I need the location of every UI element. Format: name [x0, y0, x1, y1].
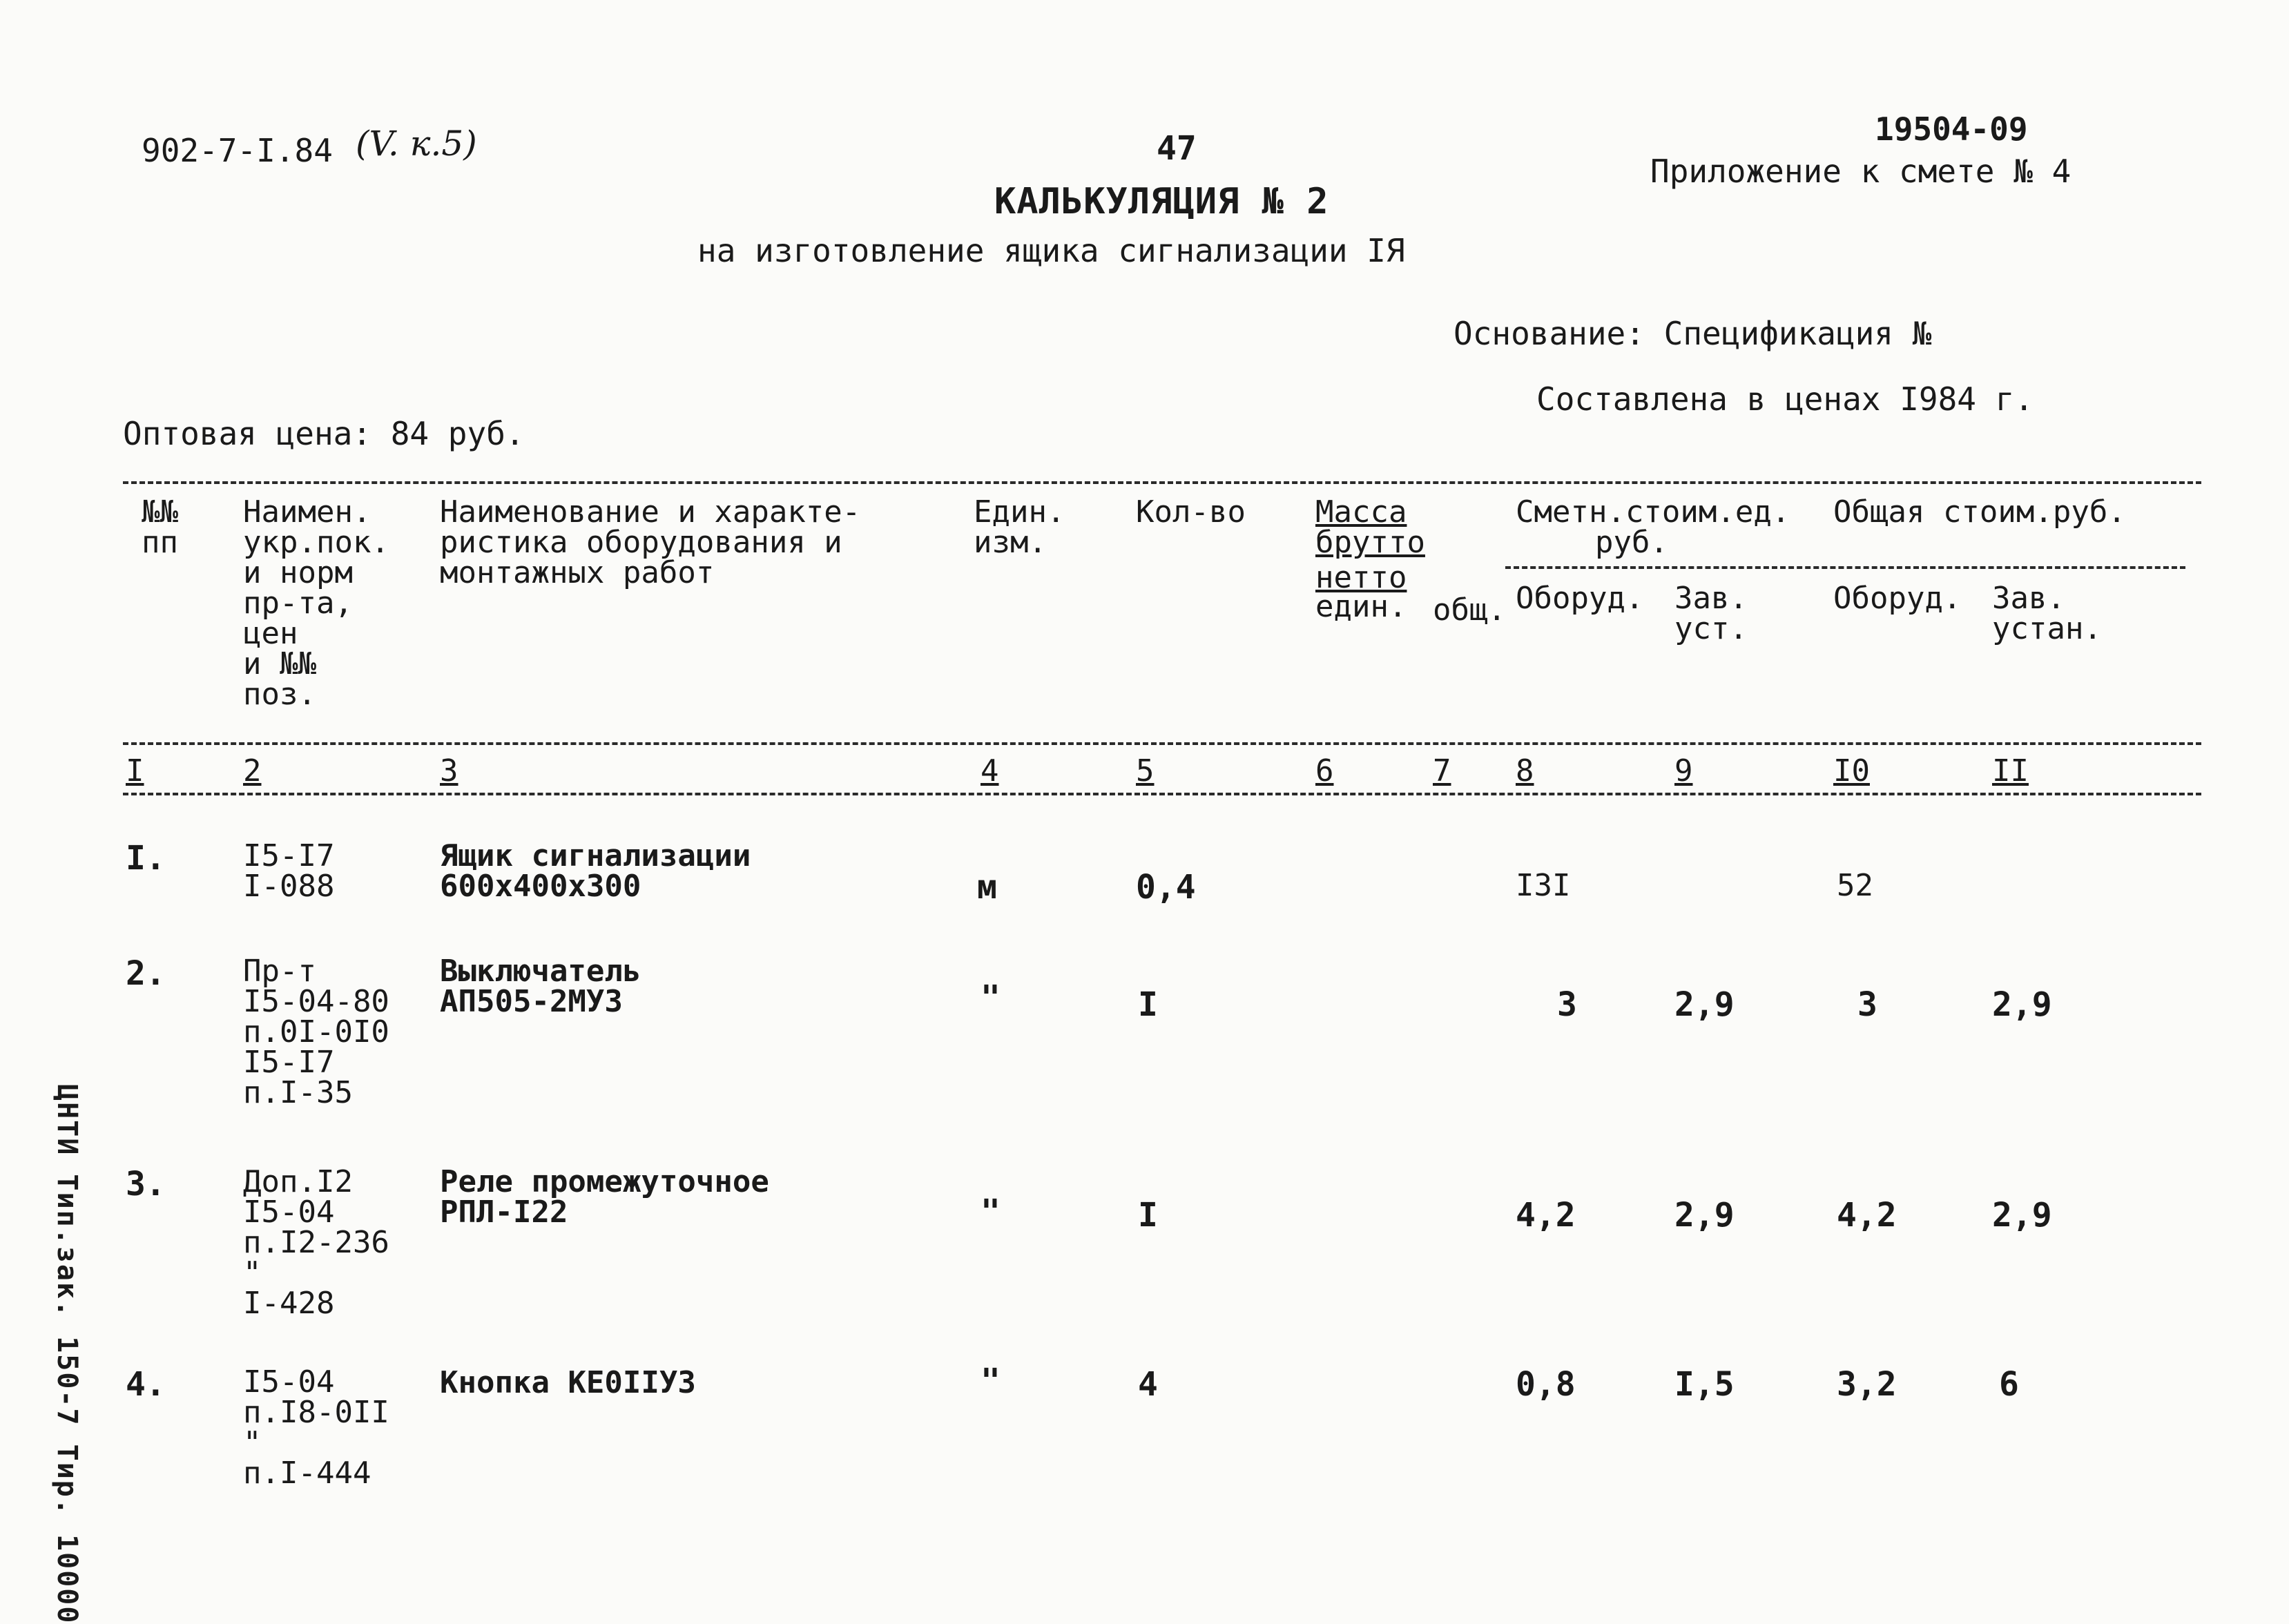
- wholesale-price: Оптовая цена: 84 руб.: [123, 415, 525, 452]
- row-unit: м: [977, 868, 997, 907]
- col-header-unit-cost-rub: руб.: [1595, 525, 1668, 560]
- row-qty: I: [1138, 1196, 1158, 1235]
- page-number: 47: [1157, 129, 1197, 168]
- row-unit-install-cost: 2,9: [1674, 1196, 1735, 1235]
- row-unit-equipment-cost: 4,2: [1516, 1196, 1576, 1235]
- row-unit-install-cost: 2,9: [1674, 985, 1735, 1024]
- column-number: II: [1992, 753, 2029, 789]
- side-print-stamp: ЦНТИ Тип.зак. 150-7 Тир. 10000: [51, 1084, 83, 1624]
- row-name: Кнопка КЕ0IIУЗ: [440, 1365, 696, 1400]
- row-total-equipment-cost: 52: [1837, 868, 1873, 903]
- col-header-unit-equipment: Оборуд.: [1516, 581, 1644, 616]
- column-number-rule: [123, 793, 2201, 795]
- row-code: I5-04 п.I8-0II " п.I-444: [243, 1364, 389, 1491]
- handwritten-note: (V. к.5): [356, 124, 477, 164]
- col-header-number: №№ пп: [142, 494, 178, 560]
- row-unit-install-cost: I,5: [1674, 1365, 1735, 1404]
- row-unit: ": [981, 1192, 1001, 1231]
- row-code: Пр-т I5-04-80 п.0I-0I0 I5-I7 п.I-35: [243, 954, 389, 1110]
- row-total-install-cost: 2,9: [1992, 1196, 2052, 1235]
- col-header-mass-brutto: брутто: [1315, 525, 1425, 560]
- column-number: 3: [440, 753, 458, 789]
- archive-number: 19504-09: [1875, 110, 2028, 148]
- row-name: Реле промежуточное РПЛ-I22: [440, 1164, 769, 1230]
- row-unit: ": [981, 978, 1001, 1017]
- appendix-label: Приложение к смете № 4: [1650, 153, 2071, 190]
- col-header-mass-unit: един.: [1315, 589, 1407, 624]
- row-total-equipment-cost: 3: [1857, 985, 1877, 1024]
- row-unit: ": [981, 1362, 1001, 1400]
- row-name: Ящик сигнализации 600х400х300: [440, 838, 751, 904]
- row-number: 2.: [126, 954, 166, 993]
- row-code: Доп.I2 I5-04 п.I2-236 " I-428: [243, 1164, 389, 1321]
- col-header-code: Наимен. укр.пок. и норм пр-та, цен и №№ поз.: [243, 494, 389, 712]
- row-code: I5-I7 I-088: [243, 838, 335, 904]
- row-number: I.: [126, 839, 166, 878]
- header-bottom-rule: [123, 742, 2201, 745]
- column-number: 2: [243, 753, 262, 789]
- row-unit-equipment-cost: 0,8: [1516, 1365, 1576, 1404]
- col-header-total-install: Зав. устан.: [1992, 581, 2102, 646]
- column-number: 6: [1315, 753, 1334, 789]
- column-number: I0: [1833, 753, 1870, 789]
- column-number: 7: [1433, 753, 1451, 789]
- prices-year-label: Составлена в ценах I984 г.: [1536, 380, 2034, 418]
- page-subtitle: на изготовление ящика сигнализации IЯ: [697, 232, 1405, 269]
- column-number: 4: [981, 753, 999, 789]
- column-number: 8: [1516, 753, 1534, 789]
- row-name: Выключатель АП505-2МУЗ: [440, 954, 641, 1019]
- row-total-install-cost: 6: [1999, 1365, 2019, 1404]
- row-total-install-cost: 2,9: [1992, 985, 2052, 1024]
- col-header-qty: Кол-во: [1136, 494, 1246, 530]
- col-header-unit-install: Зав. уст.: [1674, 581, 1748, 646]
- page-title: КАЛЬКУЛЯЦИЯ № 2: [994, 181, 1329, 222]
- col-header-unit-cost: Сметн.стоим.ед.: [1516, 494, 1790, 530]
- basis-label: Основание: Спецификация №: [1453, 315, 1932, 352]
- cost-subheader-rule: [1505, 566, 2185, 569]
- row-total-equipment-cost: 4,2: [1837, 1196, 1897, 1235]
- col-header-mass-netto: нетто: [1315, 560, 1407, 595]
- row-number: 3.: [126, 1165, 166, 1204]
- table-top-rule: [123, 481, 2201, 484]
- row-total-equipment-cost: 3,2: [1837, 1365, 1897, 1404]
- col-header-name: Наименование и характе- ристика оборудования и монтажных работ: [440, 494, 861, 590]
- col-header-mass: Масса: [1315, 494, 1407, 530]
- col-header-mass-total: общ.: [1433, 592, 1506, 628]
- row-qty: I: [1138, 985, 1158, 1024]
- col-header-unit: Един. изм.: [974, 494, 1065, 560]
- col-header-total-equipment: Оборуд.: [1833, 581, 1962, 616]
- column-number: 9: [1674, 753, 1693, 789]
- col-header-total-cost: Общая стоим.руб.: [1833, 494, 2126, 530]
- column-number: 5: [1136, 753, 1155, 789]
- row-unit-equipment-cost: I3I: [1516, 868, 1571, 903]
- row-qty: 0,4: [1136, 868, 1196, 907]
- document-code: 902-7-I.84: [142, 132, 333, 169]
- row-qty: 4: [1138, 1365, 1158, 1404]
- row-number: 4.: [126, 1365, 166, 1404]
- column-number: I: [126, 753, 144, 789]
- row-unit-equipment-cost: 3: [1557, 985, 1577, 1024]
